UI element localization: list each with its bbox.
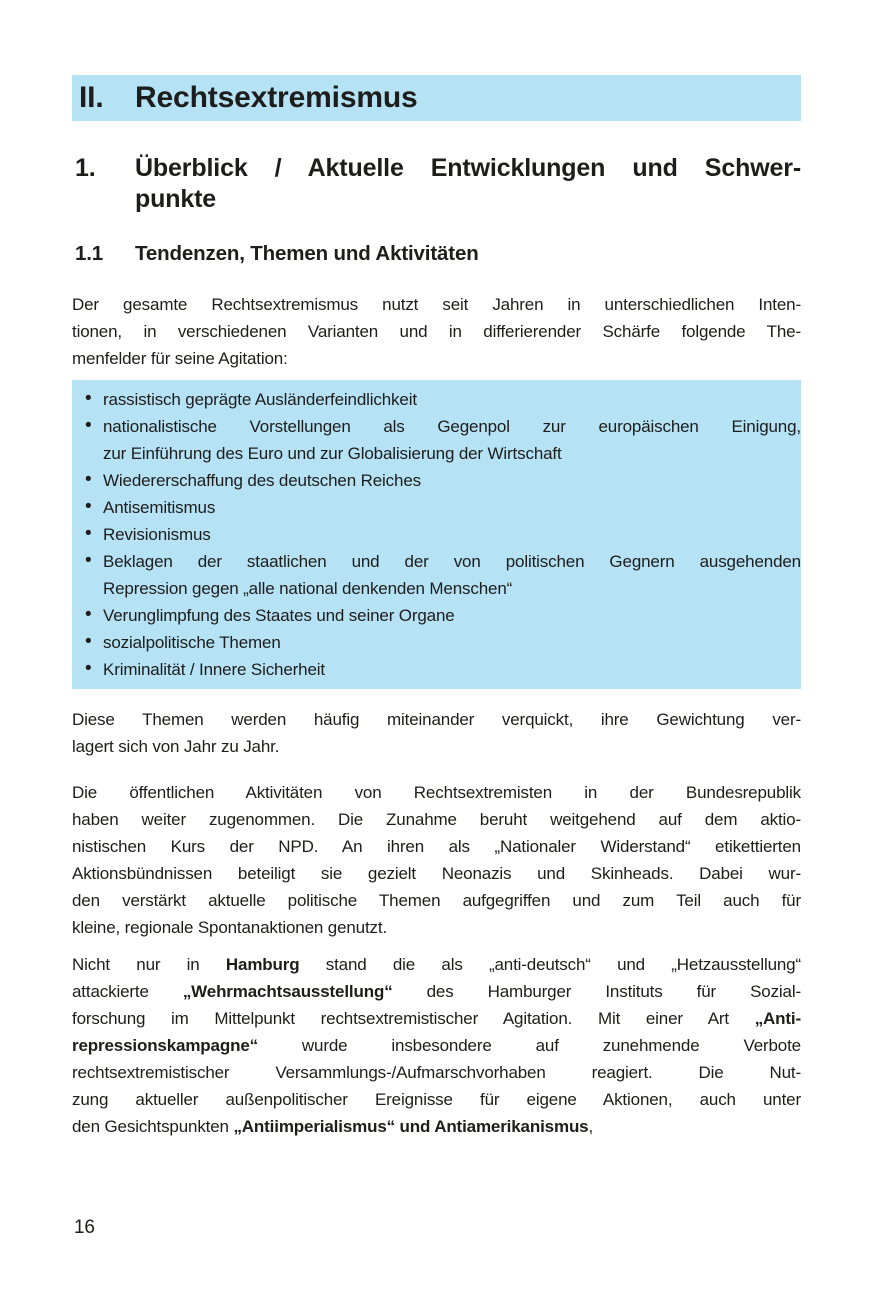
text-segment: zung aktueller außenpolitischer Ereignisse für eigene Aktionen, auch unter	[72, 1090, 801, 1109]
text-segment: rassistisch geprägte Ausländerfeindlichkeit	[103, 390, 417, 409]
text-segment: kleine, regionale Spontanaktionen genutzt.	[72, 918, 388, 937]
paragraph-intro	[72, 291, 801, 372]
topic-list-item	[72, 656, 801, 683]
text-segment: Repression gegen „alle national denkenden Menschen“	[103, 579, 513, 598]
text-segment: Revisionismus	[103, 525, 211, 544]
text-segment: Überblick / Aktuelle Entwicklungen und Schwer-	[135, 154, 801, 182]
subsection-number: 1.1	[75, 242, 104, 265]
topic-list-item	[72, 386, 801, 413]
topic-list-item	[72, 413, 801, 467]
section-heading	[72, 153, 801, 215]
subsection-heading	[72, 241, 801, 266]
document-page	[0, 75, 873, 1315]
text-segment: Nicht nur in	[72, 955, 226, 974]
topic-list-item	[72, 602, 801, 629]
text-segment: den Gesichtspunkten	[72, 1117, 234, 1136]
text-segment: punkte	[135, 185, 217, 213]
text-segment: stand die als „anti-deutsch“ und „Hetzausstellung“	[299, 955, 801, 974]
chapter-number: II.	[79, 81, 104, 114]
page-number: 16	[74, 1217, 95, 1238]
text-segment: Aktionsbündnissen beteiligt sie gezielt Neonazis und Skinheads. Dabei wur-	[72, 864, 801, 883]
topic-list-item	[72, 521, 801, 548]
bold-text-segment: repressionskampagne“	[72, 1036, 258, 1055]
bold-text-segment: Hamburg	[225, 955, 300, 974]
text-segment: rechtsextremistischer Versammlungs-/Aufmarschvorhaben reagiert. Die Nut-	[72, 1063, 801, 1082]
text-segment: Antisemitismus	[103, 498, 216, 517]
paragraph-themes	[72, 706, 801, 760]
topic-list-item	[72, 548, 801, 602]
chapter-heading-banner	[72, 75, 801, 121]
text-segment: lagert sich von Jahr zu Jahr.	[72, 737, 280, 756]
text-segment: sozialpolitische Themen	[103, 633, 281, 652]
paragraph-activities	[72, 779, 801, 941]
topics-list	[72, 386, 801, 683]
paragraph-hamburg	[72, 951, 801, 1140]
topics-highlight-box	[72, 380, 801, 689]
text-segment: ,	[588, 1117, 594, 1136]
text-segment: menfelder für seine Agitation:	[72, 349, 288, 368]
text-segment: attackierte	[72, 982, 183, 1001]
topic-list-item	[72, 494, 801, 521]
bold-text-segment: „Wehrmachtsausstellung“	[182, 982, 393, 1001]
text-segment: Die öffentlichen Aktivitäten von Rechtsextremisten in der Bundesrepublik	[72, 783, 801, 802]
chapter-title: Rechtsextremismus	[135, 81, 418, 114]
text-segment: nistischen Kurs der NPD. An ihren als „Nationaler Widerstand“ etikettierten	[72, 837, 801, 856]
bold-text-segment: „Anti-	[754, 1009, 801, 1028]
topic-list-item	[72, 629, 801, 656]
text-segment: Verunglimpfung des Staates und seiner Organe	[103, 606, 455, 625]
text-segment: Diese Themen werden häufig miteinander verquickt, ihre Gewichtung ver-	[72, 710, 801, 729]
text-segment: des Hamburger Instituts für Sozial-	[392, 982, 801, 1001]
text-segment: den verstärkt aktuelle politische Themen aufgegriffen und zum Teil auch für	[72, 891, 801, 910]
text-segment: Kriminalität / Innere Sicherheit	[103, 660, 325, 679]
section-title	[135, 153, 801, 215]
text-segment: haben weiter zugenommen. Die Zunahme beruht weitgehend auf dem aktio-	[72, 810, 801, 829]
text-segment: forschung im Mittelpunkt rechtsextremistischer Agitation. Mit einer Art	[72, 1009, 755, 1028]
bold-text-segment: „Antiimperialismus“ und Antiamerikanismus	[233, 1117, 589, 1136]
subsection-title: Tendenzen, Themen und Aktivitäten	[135, 242, 479, 265]
text-segment: zur Einführung des Euro und zur Globalisierung der Wirtschaft	[103, 444, 562, 463]
text-segment: Der gesamte Rechtsextremismus nutzt seit Jahren in unterschiedlichen Inten-	[72, 295, 801, 314]
text-segment: Wiedererschaffung des deutschen Reiches	[103, 471, 421, 490]
section-number: 1.	[75, 154, 96, 182]
text-segment: Beklagen der staatlichen und der von politischen Gegnern ausgehenden	[103, 552, 801, 571]
topic-list-item	[72, 467, 801, 494]
text-segment: wurde insbesondere auf zunehmende Verbote	[257, 1036, 801, 1055]
text-segment: nationalistische Vorstellungen als Gegenpol zur europäischen Einigung,	[103, 417, 801, 436]
text-segment: tionen, in verschiedenen Varianten und in differierender Schärfe folgende The-	[72, 322, 801, 341]
